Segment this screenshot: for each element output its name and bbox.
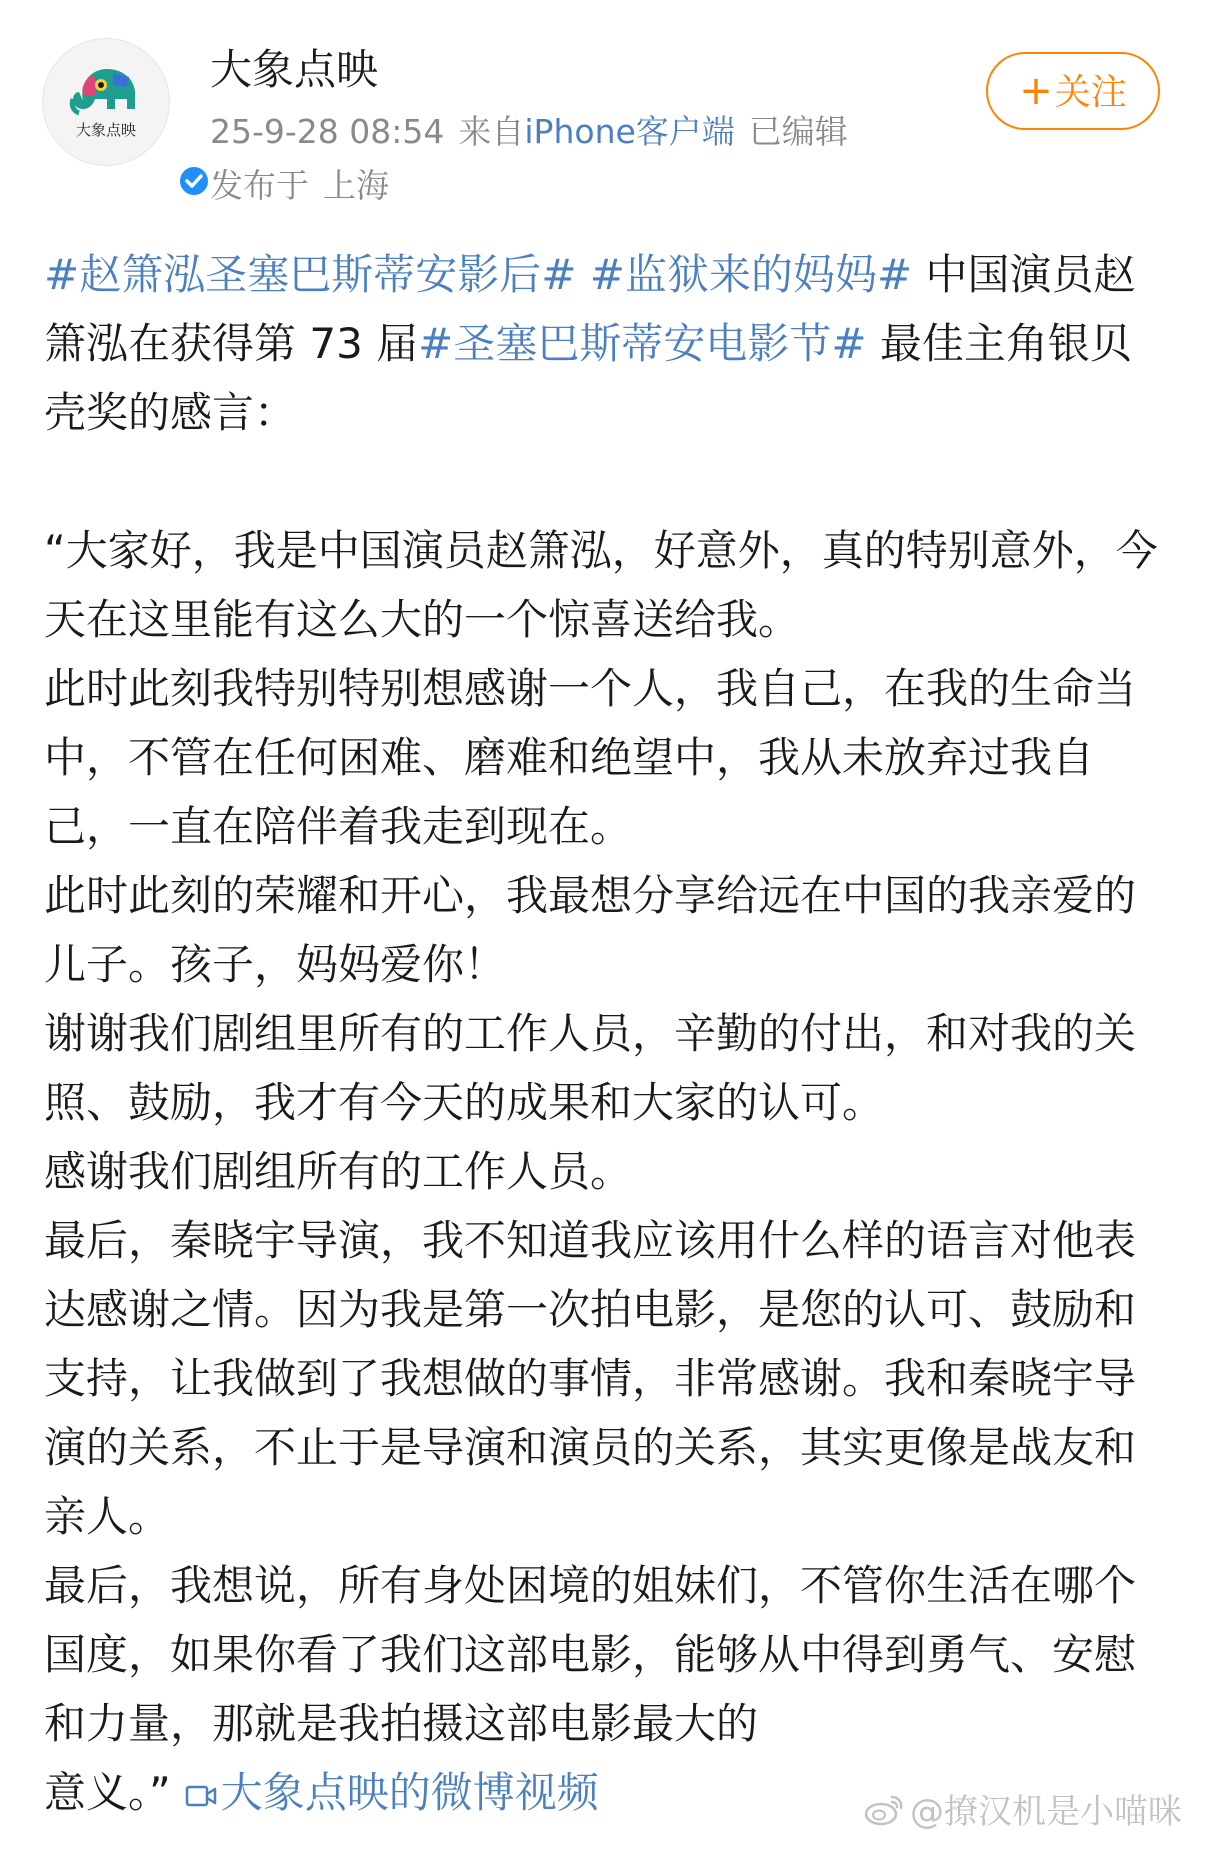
post-client[interactable]: iPhone客户端: [524, 112, 735, 151]
watermark-text: @撩汉机是小喵咪: [910, 1792, 1182, 1832]
post-location: [210, 164, 403, 208]
watermark: [864, 1790, 1182, 1834]
follow-button[interactable]: [986, 52, 1160, 130]
post-paragraph: 最后，我想说，所有身处困境的姐妹们，不管你生活在哪个国度，如果你看了我们这部电影，能够从中得到勇气、安慰和力量，那就是我拍摄这部电影最大的: [44, 1561, 1137, 1748]
intro-text: 中国演员赵箫泓在获得第 73 届: [44, 250, 1136, 368]
paragraph-gap: [44, 447, 1164, 516]
follow-label: 关注: [1054, 72, 1127, 113]
edited-label[interactable]: 已编辑: [748, 112, 848, 151]
location-label: 发布于: [210, 166, 309, 205]
elephant-logo-icon: [43, 39, 169, 165]
video-camera-icon: [185, 1783, 217, 1809]
hashtag-link[interactable]: #监狱来的妈妈#: [589, 250, 913, 299]
weibo-logo-icon: [864, 1793, 904, 1827]
post-paragraph: 此时此刻我特别特别想感谢一个人，我自己，在我的生命当中，不管在任何困难、磨难和绝望中，我从未放弃过我自己，一直在陪伴着我走到现在。: [44, 664, 1137, 851]
post-paragraph: 谢谢我们剧组里所有的工作人员，辛勤的付出，和对我的关照、鼓励，我才有今天的成果和大家的认可。: [44, 1009, 1137, 1127]
post-paragraph: “大家好，我是中国演员赵箫泓，好意外，真的特别意外，今天在这里能有这么大的一个惊喜送给我。: [44, 526, 1158, 644]
verified-check-icon: [176, 163, 212, 199]
post-meta: [210, 110, 862, 154]
post-source-label: 来自: [458, 112, 525, 151]
avatar-label: 大象点映: [75, 121, 136, 139]
video-link[interactable]: [171, 1768, 599, 1817]
post-timestamp: 25-9-28 08:54: [210, 112, 445, 151]
post-body: [44, 240, 1164, 1827]
author-name[interactable]: 大象点映: [210, 45, 379, 94]
post-intro: [44, 240, 1164, 447]
location-value: 上海: [323, 166, 389, 205]
author-avatar[interactable]: [42, 38, 170, 166]
post-paragraph: 此时此刻的荣耀和开心，我最想分享给远在中国的我亲爱的儿子。孩子，妈妈爱你！: [44, 871, 1137, 989]
plus-icon: +: [1019, 68, 1053, 114]
post-paragraph: 感谢我们剧组所有的工作人员。: [44, 1147, 633, 1196]
hashtag-link[interactable]: #赵箫泓圣塞巴斯蒂安影后#: [44, 250, 577, 299]
post-paragraph: 最后，秦晓宇导演，我不知道我应该用什么样的语言对他表达感谢之情。因为我是第一次拍电影，是您的认可、鼓励和支持，让我做到了我想做的事情，非常感谢。我和秦晓宇导演的关系，不止于是导演和演员的关系，其实更像是战友和亲人。: [44, 1216, 1137, 1541]
video-link-label: 大象点映的微博视频: [220, 1768, 599, 1817]
closing-text: 意义。”: [44, 1768, 171, 1817]
intro-text: 最佳主角银贝壳奖的感言：: [44, 319, 1132, 437]
hashtag-link[interactable]: #圣塞巴斯蒂安电影节#: [418, 319, 867, 368]
post-header: [0, 0, 1206, 220]
